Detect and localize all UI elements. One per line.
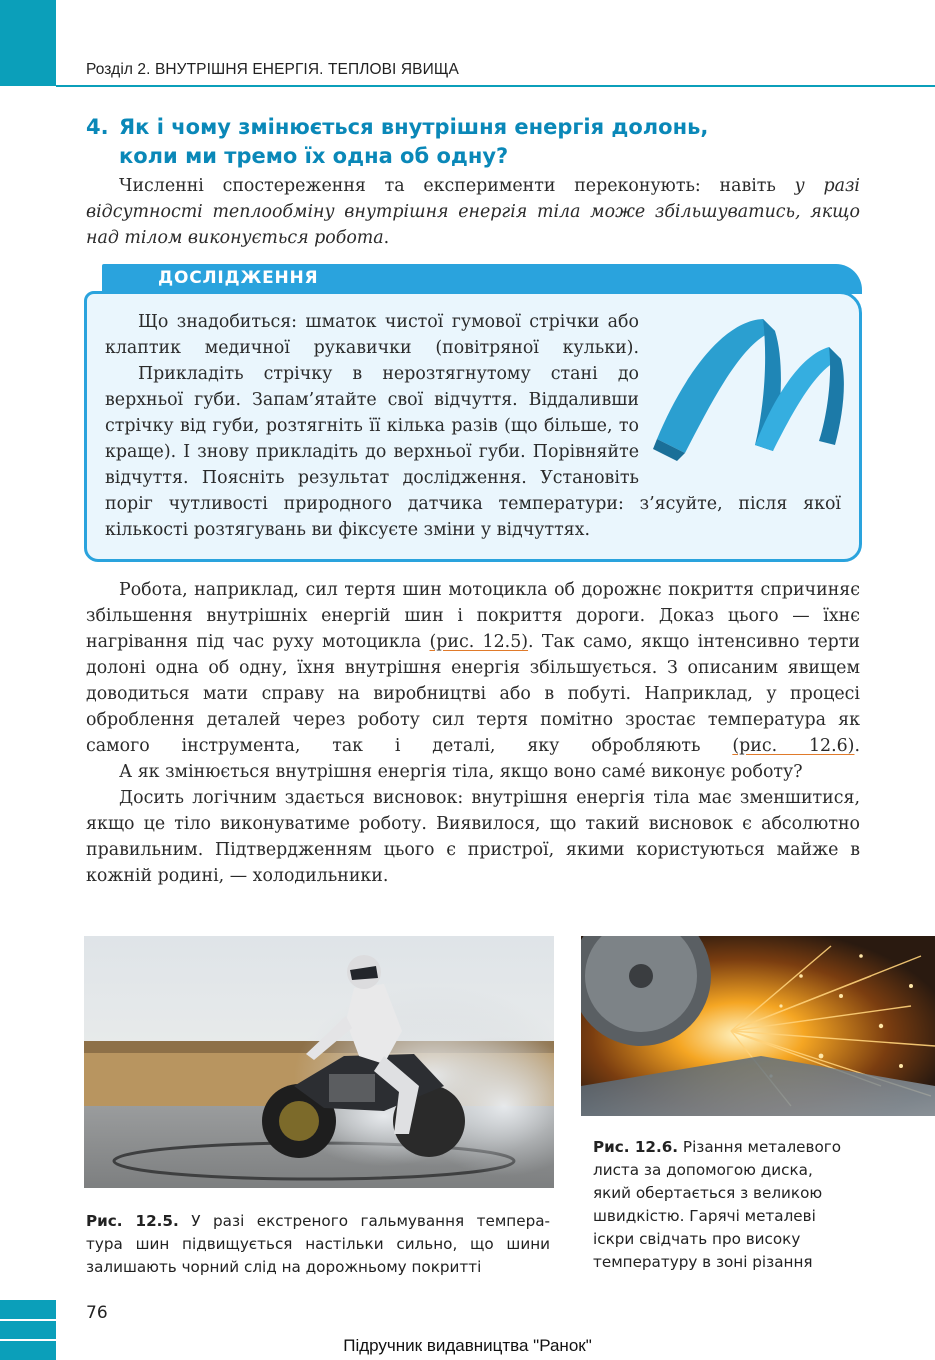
intro-paragraph (86, 173, 860, 251)
fig-ref-12-5[interactable]: (рис. 12.5) (429, 632, 529, 652)
page-tab-top (0, 0, 56, 86)
body-p1-a: Робота, наприклад, сил тертя шин мотоцикла об дорожнє покриття спричиняє збільшення внутрішніх енергій шин і покриття дороги. Доказ цього — їхнє нагрівання під час руху мотоцикла (86, 580, 860, 652)
section-title (86, 113, 708, 171)
fig-12-6-line5: іскри свідчать про високу (593, 1230, 801, 1248)
research-paragraph-1: Що знадобиться: шматок чистої гумової стрічки або клаптик медичної рукавички (повітряної кульки). (105, 312, 639, 358)
rubber-band-image (651, 311, 847, 467)
main-body (86, 577, 860, 889)
body-paragraph-1 (86, 577, 860, 759)
fig-12-6-line1: Різання металевого (678, 1138, 842, 1156)
fig-12-5-caption (86, 1210, 550, 1279)
fig-12-6-line2: листа за допомогою диска, (593, 1161, 813, 1179)
fig-12-5-line2: тура шин підвищується настільки сильно, що шини (86, 1235, 550, 1253)
fig-12-5-line3: залишають чорний слід на дорожньому покритті (86, 1258, 482, 1276)
tab-stripe (0, 1319, 56, 1321)
motorcycle-photo (84, 936, 554, 1188)
body-paragraph-3: Досить логічним здається висновок: внутрішня енергія тіла має зменшитися, якщо це тіло виконуватиме роботу. Виявилося, що такий висновок є абсолютно правильним. Підтвердженням цього є пристрої, якими користуються майже в кожній родині, — холодильники. (86, 788, 860, 886)
fig-12-6-label: Рис. 12.6. (593, 1138, 679, 1156)
fig-12-6-line3: який обертається з великою (593, 1184, 823, 1202)
section-title-line1: Як і чому змінюється внутрішня енергія долонь, (119, 115, 709, 139)
research-label: ДОСЛІДЖЕННЯ (158, 268, 319, 288)
body-paragraph-2: А як змінюється внутрішня енергія тіла, якщо воно саме́ виконує роботу? (119, 762, 803, 782)
body-p1-c: . (854, 736, 860, 756)
section-number: 4. (86, 115, 109, 139)
fig-ref-12-6[interactable]: (рис. 12.6) (732, 736, 855, 756)
research-paragraph-2: Прикладіть стрічку в нерозтягнутому стані до верхньої губи. Запам’ятайте свої відчуття. Віддаливши стрічку від губи, розтягніть її кілька разів (що більше, то краще). І знову прикладіть до верхньої губи. Порівняйте відчуття. Поясніть результат дослідження. Установіть поріг чутливості природного датчика температури: з’ясуйте, після якої кількості розтягувань ви фіксуєте зміни у відчуттях. (105, 364, 841, 540)
intro-lead: Численні спостереження та експерименти переконують: навіть (119, 176, 795, 196)
publisher-footer: Підручник видавництва "Ранок" (343, 1336, 592, 1355)
section-title-line2: коли ми тремо їх одна об одну? (119, 144, 509, 168)
fig-12-5-label: Рис. 12.5. (86, 1212, 179, 1230)
page-number: 76 (86, 1303, 108, 1323)
intro-italic: у разі відсутності теплообміну внутрішня енергія тіла може збільшуватись, якщо над тілом виконується робота (86, 176, 860, 248)
fig-12-6-caption (593, 1136, 873, 1274)
research-text (105, 309, 841, 543)
fig-12-5-line1: У разі екстреного гальмування темпера- (178, 1212, 550, 1230)
grinder-sparks-photo (581, 936, 935, 1116)
running-head: Розділ 2. ВНУТРІШНЯ ЕНЕРГІЯ. ТЕПЛОВІ ЯВИЩА (86, 61, 459, 78)
research-box (84, 264, 862, 562)
fig-12-6-line4: швидкістю. Гарячі металеві (593, 1207, 816, 1225)
intro-tail: . (383, 228, 390, 248)
header-rule (56, 85, 935, 87)
body-p1-b: . Так само, якщо інтенсивно терти долоні одна об одну, їхня внутрішня енергія збільшується. З описаним явищем доводиться мати справу на виробництві або в побуті. Наприклад, у процесі оброблення деталей через роботу сил тертя помітно зростає температура як самого інструмента, так і деталі, яку обробляють (86, 632, 861, 756)
fig-12-6-line6: температуру в зоні різання (593, 1253, 813, 1271)
research-label-bar (102, 264, 862, 294)
